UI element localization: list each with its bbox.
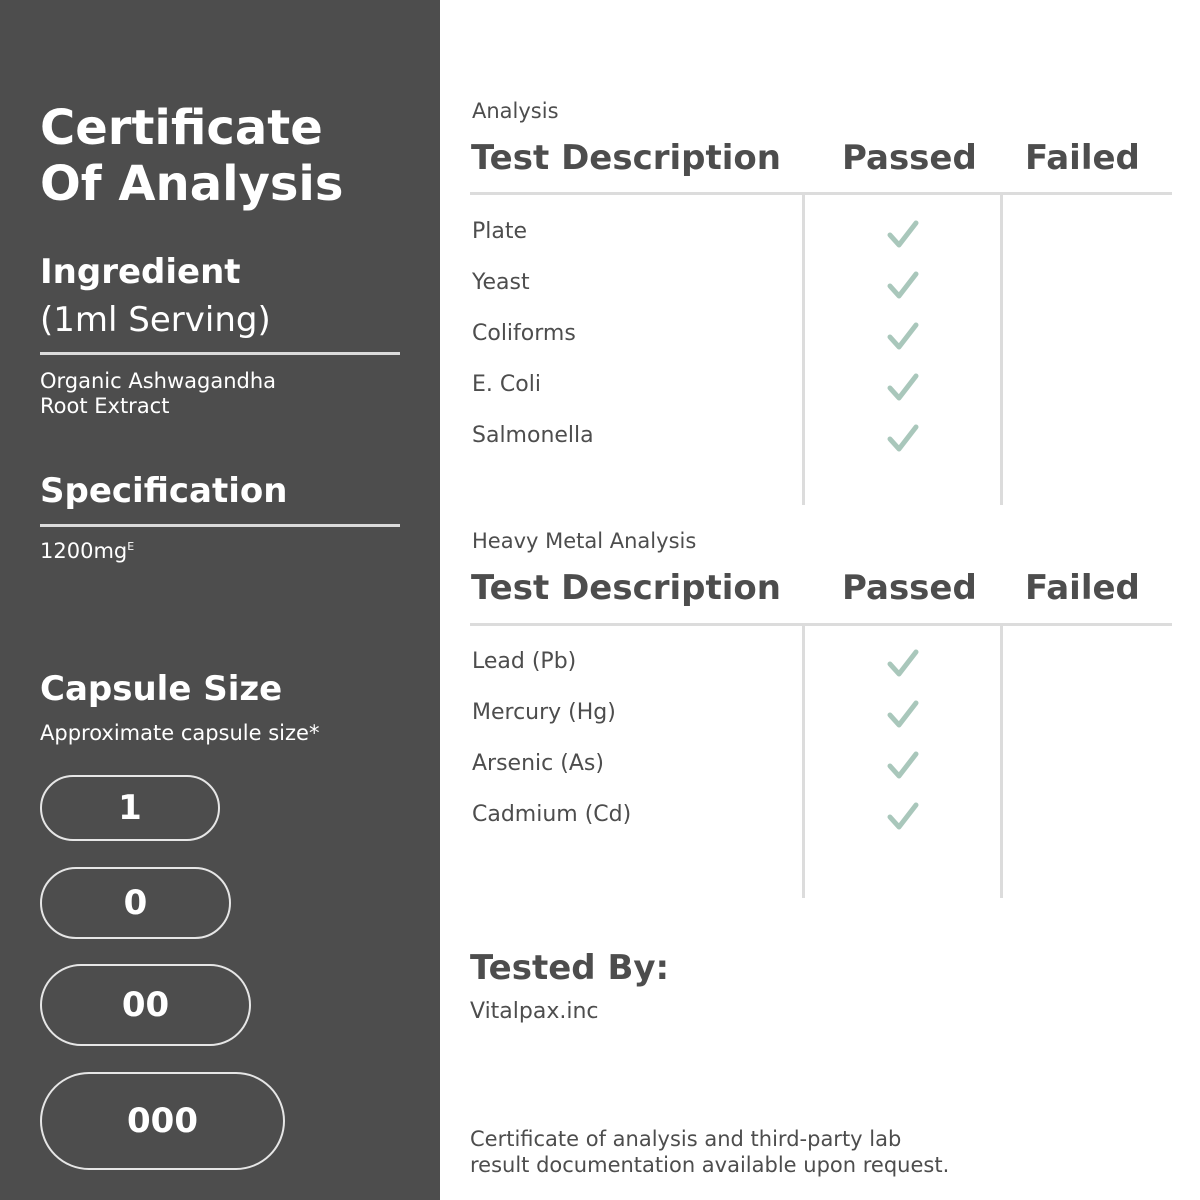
ingredient-heading [40,248,400,344]
tested-by-value: Vitalpax.inc [470,999,599,1024]
page-title [40,100,420,212]
analysis-row-coliforms: Coliforms [472,321,576,346]
check-icon [886,800,920,834]
analysis-col-passed: Passed [842,138,977,178]
heavy-metal-col-passed: Passed [842,568,977,608]
check-icon [886,749,920,783]
analysis-col-failed: Failed [1025,138,1140,178]
heavy-metal-row-cadmium: Cadmium (Cd) [472,802,632,827]
capsule-size-1: 1 [40,775,220,841]
heavy-metal-row-mercury: Mercury (Hg) [472,700,616,725]
ingredient-value-line-2: Root Extract [40,394,170,418]
analysis-row-yeast: Yeast [472,270,530,295]
analysis-column-divider-1 [802,195,805,505]
analysis-row-salmonella: Salmonella [472,423,594,448]
heavy-metal-header-divider [470,623,1172,626]
specification-superscript: E [127,540,135,553]
analysis-column-divider-2 [1000,195,1003,505]
specification-value [40,539,134,563]
check-icon [886,647,920,681]
analysis-row-plate: Plate [472,219,528,244]
ingredient-divider [40,352,400,355]
specification-amount: 1200mg [40,539,128,563]
analysis-section-label: Analysis [472,99,559,123]
left-panel [0,0,440,1200]
specification-heading: Specification [40,471,288,511]
ingredient-value-line-1: Organic Ashwagandha [40,369,277,393]
check-icon [886,698,920,732]
check-icon [886,320,920,354]
footnote-line-1: Certificate of analysis and third-party lab [470,1127,902,1151]
ingredient-value [40,369,400,419]
analysis-col-description: Test Description [471,138,781,178]
check-icon [886,371,920,405]
title-line-2: Of Analysis [40,156,344,212]
heavy-metal-col-failed: Failed [1025,568,1140,608]
analysis-header-divider [470,192,1172,195]
right-panel [440,0,1200,1200]
heavy-metal-column-divider-1 [802,626,805,898]
title-line-1: Certificate [40,100,323,156]
capsule-size-subtitle: Approximate capsule size* [40,721,320,745]
footnote-line-2: result documentation available upon request. [470,1153,950,1177]
check-icon [886,269,920,303]
heavy-metal-section-label: Heavy Metal Analysis [472,529,697,553]
capsule-size-00: 00 [40,964,251,1046]
ingredient-title: Ingredient [40,252,241,292]
check-icon [886,422,920,456]
analysis-row-e-coli: E. Coli [472,372,541,397]
ingredient-serving: (1ml Serving) [40,300,271,340]
capsule-size-heading: Capsule Size [40,669,283,709]
check-icon [886,218,920,252]
heavy-metal-row-arsenic: Arsenic (As) [472,751,604,776]
heavy-metal-col-description: Test Description [471,568,781,608]
footnote [470,1126,1090,1178]
capsule-size-0: 0 [40,867,231,939]
capsule-size-000: 000 [40,1072,285,1170]
tested-by-heading: Tested By: [470,948,670,988]
heavy-metal-column-divider-2 [1000,626,1003,898]
specification-divider [40,524,400,527]
heavy-metal-row-lead: Lead (Pb) [472,649,577,674]
